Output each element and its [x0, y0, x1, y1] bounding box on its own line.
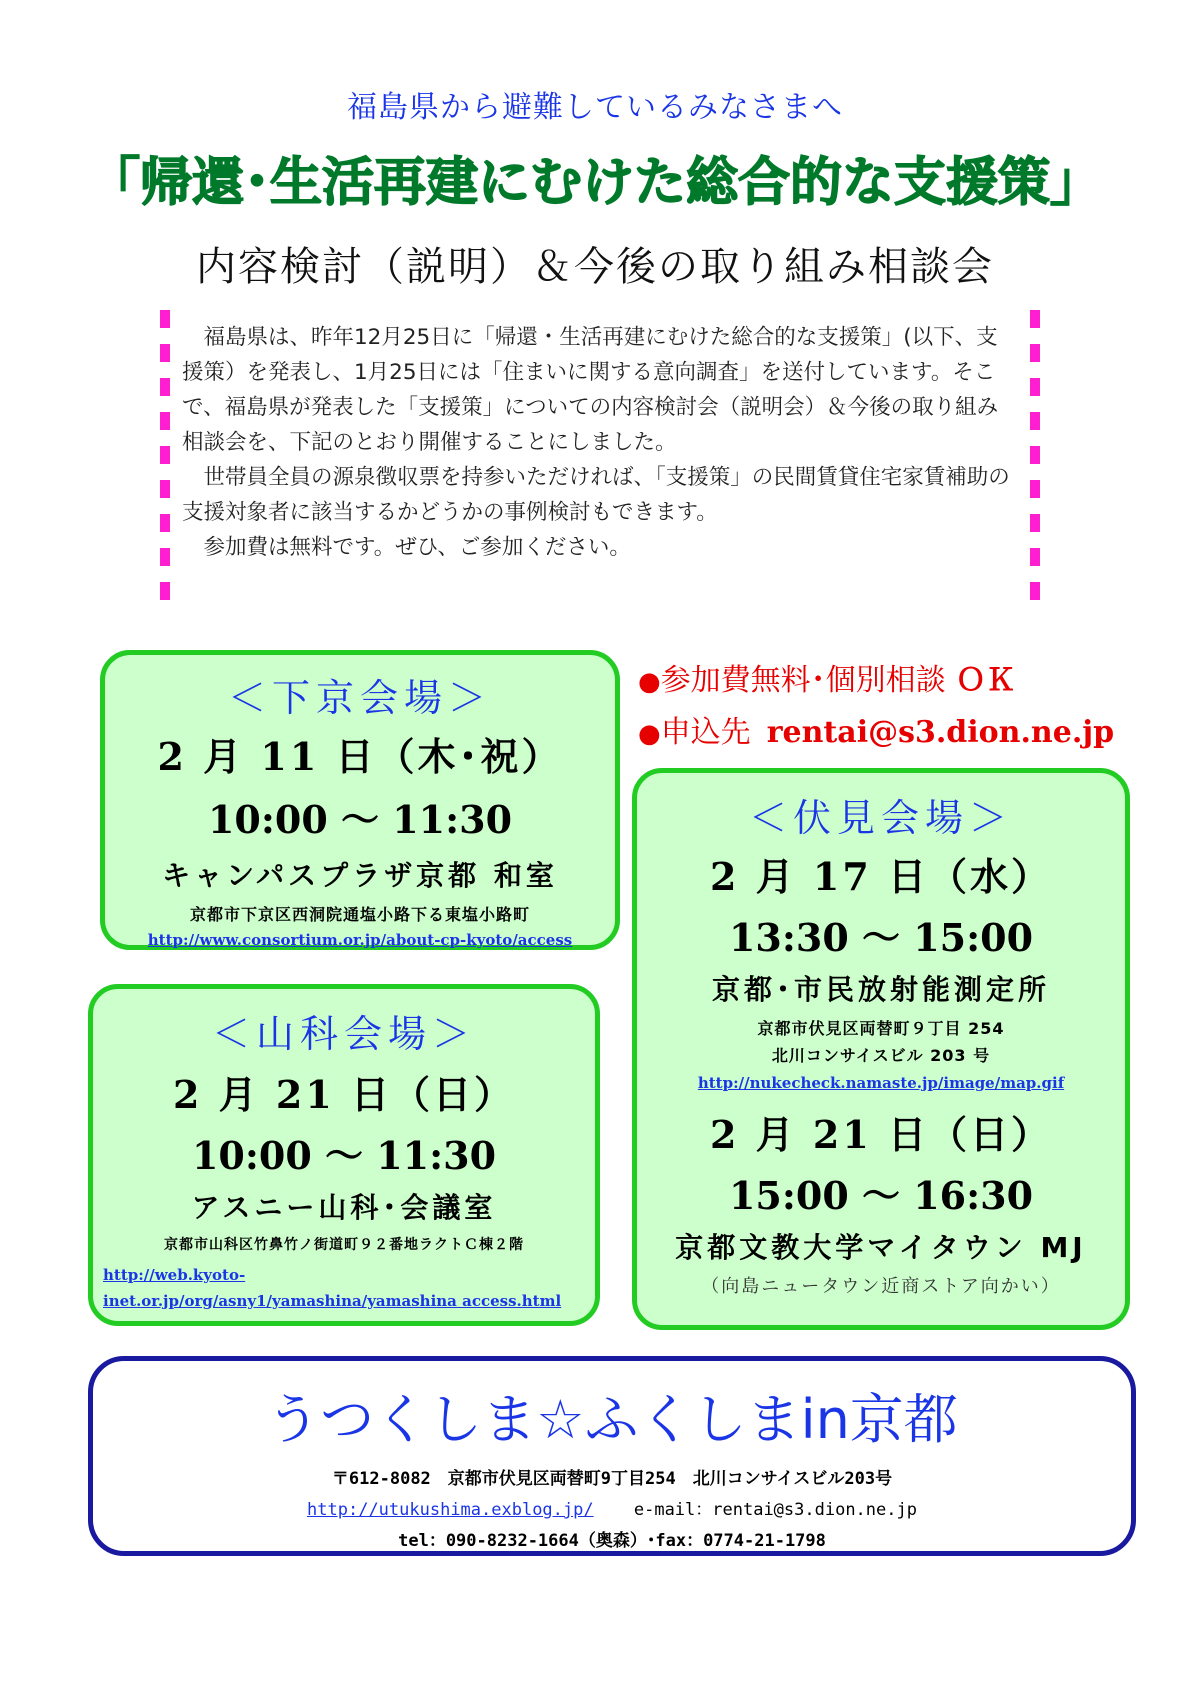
venue-place: キャンパスプラザ京都 和室	[162, 859, 558, 892]
dotted-border-right	[1030, 310, 1040, 615]
bullet-icon: ●	[638, 719, 661, 749]
venue-note-2: （向島ニュータウン近商ストア向かい）	[701, 1276, 1061, 1297]
venue-date: 2 月 11 日（木･祝）	[157, 734, 563, 779]
intro-paragraph-1: 福島県は、昨年12月25日に「帰還・生活再建にむけた総合的な支援策」(以下、支援策）を発表し、1月25日には「住まいに関する意向調査」を送付しています。そこで、福島県が発表した「支援策」についての内容検討会（説明会）＆今後の取り組み相談会を、下記のとおり開催することにしました。	[182, 325, 999, 455]
venue-place: アスニー山科･会議室	[191, 1191, 497, 1224]
bullet-icon: ●	[638, 667, 661, 697]
venue-place-2: 京都文教大学マイタウン MJ	[675, 1231, 1087, 1264]
venue-title: ＜伏見会場＞	[748, 796, 1013, 840]
notice-apply	[638, 707, 1114, 751]
intro-paragraph-3: 参加費は無料です。ぜひ、ご参加ください。	[203, 535, 631, 560]
intro-paragraph-2: 世帯員全員の源泉徴収票を持参いただければ、「支援策」の民間賃貸住宅家賃補助の支援対象者に該当するかどうかの事例検討もできます。	[182, 465, 1010, 525]
header-subtitle: 福島県から避難しているみなさまへ	[347, 90, 843, 125]
venue-title: ＜山科会場＞	[211, 1012, 476, 1056]
notice-apply-email[interactable]: rentai@s3.dion.ne.jp	[766, 715, 1115, 750]
venue-shimogyo	[100, 650, 620, 950]
organization-name: うつくしま☆ふくしまin京都	[266, 1388, 958, 1451]
main-title: 「帰還･生活再建にむけた総合的な支援策」	[87, 152, 1102, 213]
organization-footer	[88, 1356, 1136, 1556]
venue-address-2: 北川コンサイスビル 203 号	[771, 1046, 991, 1065]
footer-contact: tel：090-8232-1664（奥森）･fax：0774-21-1798	[398, 1531, 826, 1551]
main-subtitle: 内容検討（説明）＆今後の取り組み相談会	[196, 244, 994, 290]
venue-time: 10:00 ～ 11:30	[191, 1133, 497, 1178]
venue-date-2: 2 月 21 日（日）	[709, 1112, 1052, 1157]
venue-date: 2 月 21 日（日）	[172, 1072, 515, 1117]
notice-fee-text: 参加費無料･個別相談	[660, 663, 946, 698]
venue-time-2: 15:00 ～ 16:30	[728, 1173, 1034, 1218]
venue-url[interactable]: http://web.kyoto-inet.or.jp/org/asny1/yamashina/yamashina access.html	[103, 1266, 562, 1310]
venue-url-1[interactable]: http://nukecheck.namaste.jp/image/map.gif	[697, 1074, 1065, 1092]
footer-address: 〒612-8082 京都市伏見区両替町9丁目254 北川コンサイスビル203号	[331, 1469, 893, 1489]
intro-section	[160, 310, 1040, 615]
venue-url[interactable]: http://www.consortium.or.jp/about-cp-kyoto/access	[147, 931, 573, 949]
notice-ok: ＯＫ	[955, 663, 1016, 698]
venue-fushimi	[632, 768, 1130, 1330]
venue-date-1: 2 月 17 日（水）	[709, 854, 1052, 899]
footer-website-link[interactable]: http://utukushima.exblog.jp/	[307, 1500, 594, 1520]
venue-address: 京都市下京区西洞院通塩小路下る東塩小路町	[189, 905, 530, 924]
dotted-border-left	[160, 310, 170, 615]
notice-apply-label: 申込先	[660, 715, 751, 750]
venue-time-1: 13:30 ～ 15:00	[728, 915, 1034, 960]
notice-fee	[638, 655, 1016, 699]
footer-web-line	[93, 1495, 1131, 1520]
venue-yamashina	[88, 984, 600, 1326]
venue-place-1: 京都･市民放射能測定所	[711, 973, 1050, 1006]
intro-text	[182, 320, 1018, 565]
venue-time: 10:00 ～ 11:30	[207, 797, 513, 842]
venue-address: 京都市山科区竹鼻竹ノ街道町９２番地ラクトＣ棟２階	[164, 1237, 524, 1253]
venue-title: ＜下京会場＞	[227, 676, 492, 720]
venue-address-1: 京都市伏見区両替町９丁目 254	[757, 1019, 1005, 1038]
footer-email: e-mail：rentai@s3.dion.ne.jp	[633, 1500, 917, 1520]
